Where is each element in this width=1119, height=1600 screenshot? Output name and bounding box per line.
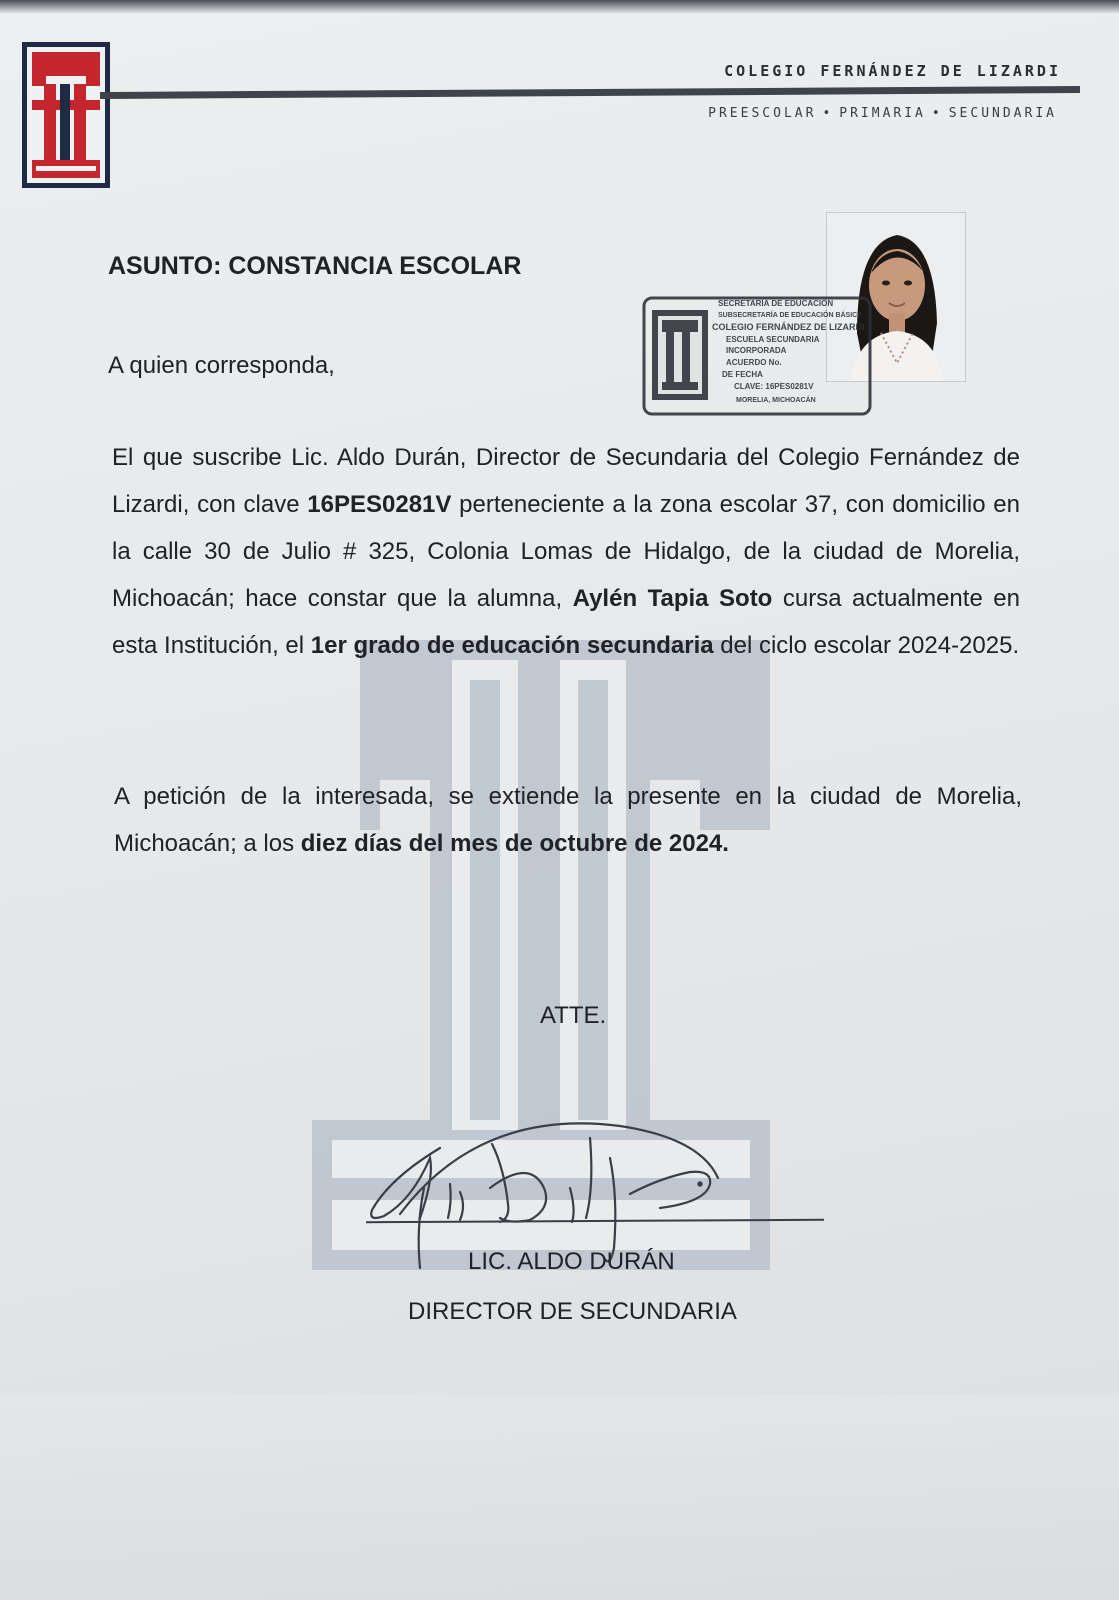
closing: ATTE. (540, 1002, 607, 1029)
signer-name: LIC. ALDO DURÁN (468, 1248, 675, 1275)
document-subject: ASUNTO: CONSTANCIA ESCOLAR (108, 252, 522, 280)
stamp-line: SECRETARÍA DE EDUCACIÓN (718, 299, 834, 308)
body-text: del ciclo escolar 2024-2025. (713, 632, 1020, 659)
stamp-line: CLAVE: 16PES0281V (734, 382, 814, 391)
official-stamp (642, 296, 874, 418)
certification-paragraph (112, 434, 1020, 669)
body-text: A petición de la interesada, se extiende la presente en la ciudad de Morelia, Michoacán; a los (114, 783, 1022, 857)
school-key: 16PES0281V (307, 491, 452, 518)
stamp-line: INCORPORADA (726, 346, 787, 355)
greeting: A quien corresponda, (108, 352, 335, 379)
body-text: . (722, 830, 729, 857)
student-grade: 1er grado de educación secundaria (310, 632, 714, 659)
level-secundaria: SECUNDARIA (948, 106, 1057, 121)
stamp-line: MORELIA, MICHOACÁN (736, 397, 816, 404)
stamp-line: SUBSECRETARÍA DE EDUCACIÓN BÁSICA (718, 312, 863, 319)
school-logo (18, 40, 114, 190)
body-text: perteneciente a la zona escolar 37, con domicilio en la calle 30 de Julio # 325, Colonia Lomas de Hidalgo, de la ciudad de Morelia, Michoacán; hace constar que la alumna, (112, 491, 1021, 612)
school-levels (708, 106, 1057, 121)
issue-date: diez días del mes de octubre de 2024 (300, 830, 723, 857)
level-separator: • (822, 106, 834, 121)
stamp-line: DE FECHA (722, 370, 763, 379)
level-preescolar: PREESCOLAR (708, 106, 817, 121)
school-name: COLEGIO FERNÁNDEZ DE LIZARDI (724, 62, 1061, 80)
stamp-line: COLEGIO FERNÁNDEZ DE LIZARDI (712, 322, 865, 332)
issuance-paragraph (114, 773, 1022, 867)
student-name: Aylén Tapia Soto (572, 585, 773, 612)
signer-role: DIRECTOR DE SECUNDARIA (408, 1298, 737, 1325)
stamp-line: ESCUELA SECUNDARIA (726, 335, 820, 344)
body-text: El que suscribe Lic. Aldo Durán, Director de Secundaria del Colegio Fernández de Lizardi, con clave (112, 444, 1020, 518)
stamp-line: ACUERDO No. (726, 358, 782, 367)
level-separator: • (931, 106, 943, 121)
body-text: cursa actualmente en esta Institución, el (112, 585, 1020, 659)
level-primaria: PRIMARIA (839, 106, 926, 121)
